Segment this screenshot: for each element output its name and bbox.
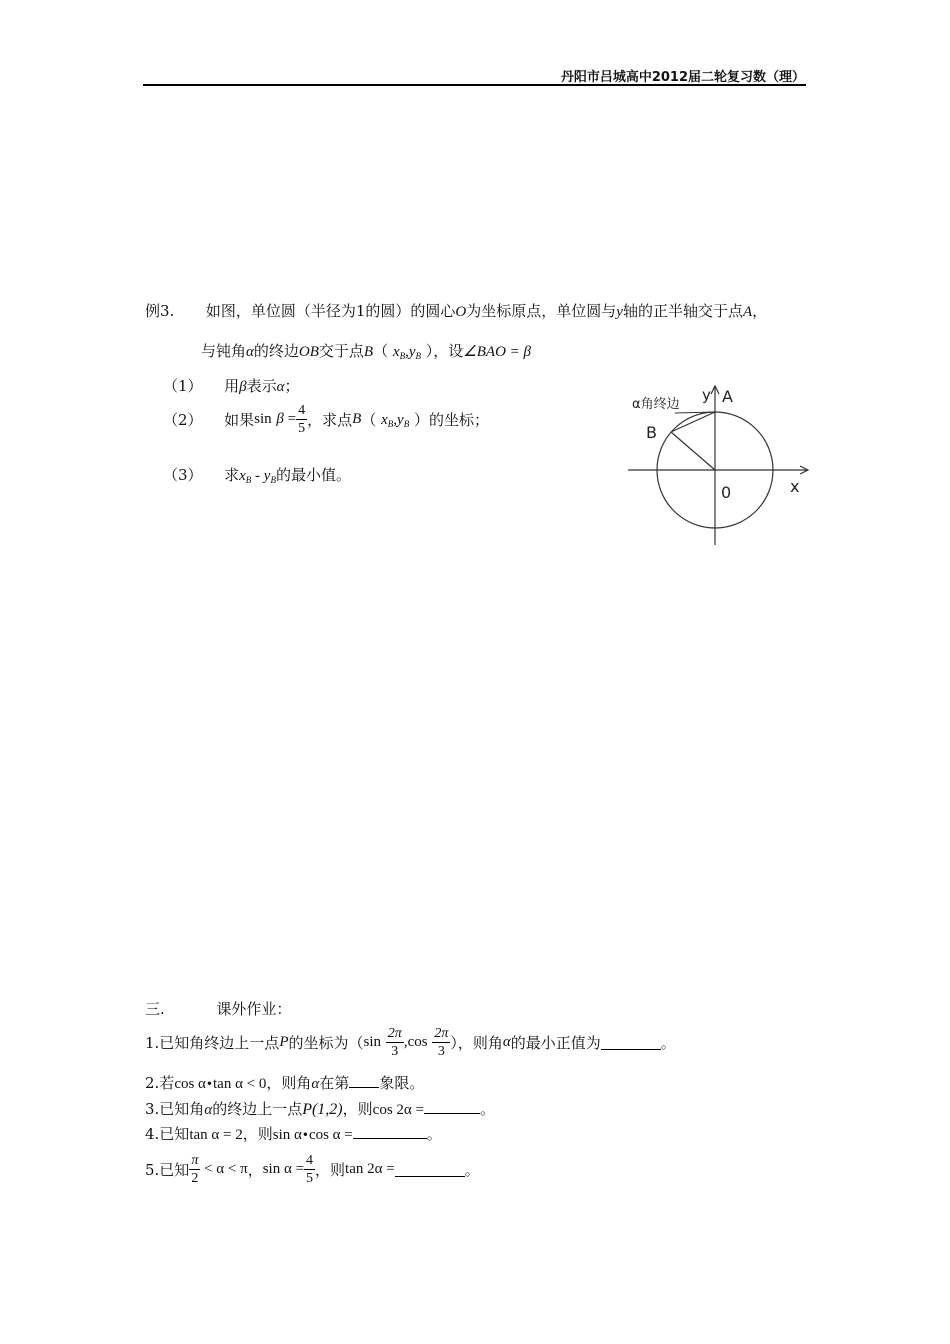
math-sin-eq: sin α = [262,1161,305,1177]
answer-blank[interactable] [601,1035,661,1050]
math-alpha: α [246,344,254,360]
math-y: y [616,304,623,320]
math-tan-eq: tan α = 2 [189,1127,243,1143]
math-inequality: < α < π [200,1161,248,1177]
subscript-B: B [245,475,252,485]
math-beta: β [276,411,284,427]
subscript-B: B [415,351,421,361]
example-text: 的终边 [253,342,299,360]
math-alpha: α [311,1076,320,1092]
example-label: 例3. [145,302,175,320]
question-text: 表示 [246,377,277,395]
example-text: 如图，单位圆（半径为1的圆）的圆心 [205,302,456,320]
question-text: 的最小值。 [275,466,351,484]
homework-problem-2 [145,1072,424,1093]
header-title: 丹阳市吕城高中2012届二轮复习数（理） [560,70,805,85]
problem-text: ，则 [242,1125,273,1143]
math-P: P [279,1034,289,1050]
denominator: 2 [191,1171,199,1186]
numerator: 4 [298,403,306,418]
math-alpha: α [276,379,285,395]
problem-text: 。 [479,1100,495,1118]
section-title: 课外作业： [216,1000,292,1018]
example-text: 交于点 [318,342,364,360]
paren: （ [361,411,377,429]
numerator: 4 [306,1153,314,1168]
denominator: 5 [298,421,306,436]
example-line-2 [201,340,531,361]
homework-problem-1 [145,1025,676,1060]
problem-text: ，则角 [266,1074,312,1092]
alpha-terminal-label: α角终边 [632,397,680,412]
homework-heading [145,998,291,1019]
problem-text: 的最小正值为 [510,1034,601,1052]
problem-text: 4.已知 [145,1125,190,1143]
question-number: （2） [163,411,203,429]
math-cos-alpha: cos α [174,1076,206,1092]
problem-text: 在第 [319,1074,350,1092]
section-number: 三. [145,1000,165,1018]
example-line-1 [145,300,767,321]
math-minus: - [251,468,264,484]
homework-problem-4 [145,1123,442,1144]
numerator: π [191,1153,199,1168]
fraction-4-5 [296,402,307,437]
math-sin-alpha: sin α [272,1127,302,1143]
paren: （ [373,342,389,360]
math-tan-2alpha: tan 2α = [345,1161,395,1177]
math-cos-alpha: cos α = [308,1127,353,1143]
subscript-B: B [399,351,406,361]
subscript-B: B [270,475,276,485]
problem-text: ， [247,1161,263,1179]
numerator: 2π [387,1026,402,1041]
problem-text: 5.已知 [145,1161,190,1179]
example-text: 为坐标原点，单位圆与 [466,302,617,320]
math-angle-eq: ∠BAO = β [463,344,531,360]
math-bullet: • [205,1077,213,1091]
answer-blank[interactable] [349,1073,379,1088]
homework-problem-3 [145,1098,495,1119]
fraction-2pi-3 [432,1025,450,1060]
question-text: ，求点 [307,411,353,429]
problem-text: ，则 [315,1161,346,1179]
math-point-P: P(1,2) [302,1101,343,1118]
problem-text: ，则 [342,1100,373,1118]
math-OB: OB [298,344,319,360]
chord-AB [671,412,715,432]
question-number: （1） [163,377,203,395]
point-A-label: A [722,387,733,406]
fraction-2pi-3 [386,1025,404,1060]
question-3 [163,464,351,485]
problem-text: 象限。 [379,1074,425,1092]
math-sin: sin [363,1034,382,1050]
problem-text: 。 [660,1034,676,1052]
paren: ） [413,411,429,429]
question-text: 用 [224,377,240,395]
math-y: y [397,412,404,428]
x-axis-label: x [790,477,800,496]
coord-xB-yB [381,410,409,428]
math-alpha: α [502,1034,511,1050]
fraction-4-5 [304,1152,315,1187]
question-text: 的坐标； [429,411,490,429]
unit-circle-figure [620,380,820,550]
denominator: 3 [391,1044,399,1059]
example-text: 轴的正半轴交于点 [622,302,743,320]
fraction-pi-2 [189,1152,200,1187]
question-text: 如果 [224,411,255,429]
math-y: y [263,468,271,484]
subscript-B: B [387,419,394,429]
example-text: 与钝角 [201,342,247,360]
problem-text: 。 [426,1125,442,1143]
math-cos-2alpha: cos 2α = [372,1102,424,1118]
problem-text: 2.若 [145,1074,175,1092]
comma: , [405,344,409,360]
denominator: 5 [306,1171,314,1186]
math-A: A [742,304,753,320]
math-eq: = [283,411,297,427]
problem-text: 1.已知角终边上一点 [145,1034,280,1052]
point-B-label: B [646,423,657,442]
question-text: 求 [224,466,240,484]
math-x: x [239,468,246,484]
math-alpha: α [204,1102,213,1118]
example-text: ，设 [433,342,464,360]
paren: ） [425,342,434,360]
denominator: 3 [437,1044,445,1059]
question-text: ； [284,377,300,395]
problem-text: 3.已知角 [145,1100,205,1118]
math-bullet: • [301,1128,309,1142]
problem-text: 。 [464,1161,480,1179]
math-tan-inequality: tan α < 0 [213,1076,267,1092]
math-cos: ,cos [403,1034,428,1050]
terminal-side-OB [671,432,715,470]
math-sin: sin [254,411,272,427]
problem-text: 的坐标为（ [288,1034,364,1052]
comma: , [393,412,398,428]
answer-blank[interactable] [395,1162,465,1177]
subscript-B: B [403,419,410,429]
answer-blank[interactable] [424,1099,480,1114]
origin-label: 0 [721,483,732,502]
question-1 [163,375,300,396]
math-x: x [381,412,388,428]
math-x: x [392,344,400,360]
question-2 [163,402,489,437]
math-y: y [408,344,416,360]
y-axis-label: y [702,386,711,404]
homework-problem-5 [145,1152,480,1187]
math-O: O [455,304,467,320]
question-number: （3） [163,466,203,484]
numerator: 2π [434,1026,449,1041]
math-B: B [352,411,362,427]
problem-text: ），则角 [450,1034,503,1052]
header-rule [143,84,806,86]
math-beta: β [239,379,247,395]
example-text: ， [752,302,768,320]
answer-blank[interactable] [353,1124,427,1139]
math-B: B [363,344,374,360]
problem-text: 的终边上一点 [212,1100,303,1118]
